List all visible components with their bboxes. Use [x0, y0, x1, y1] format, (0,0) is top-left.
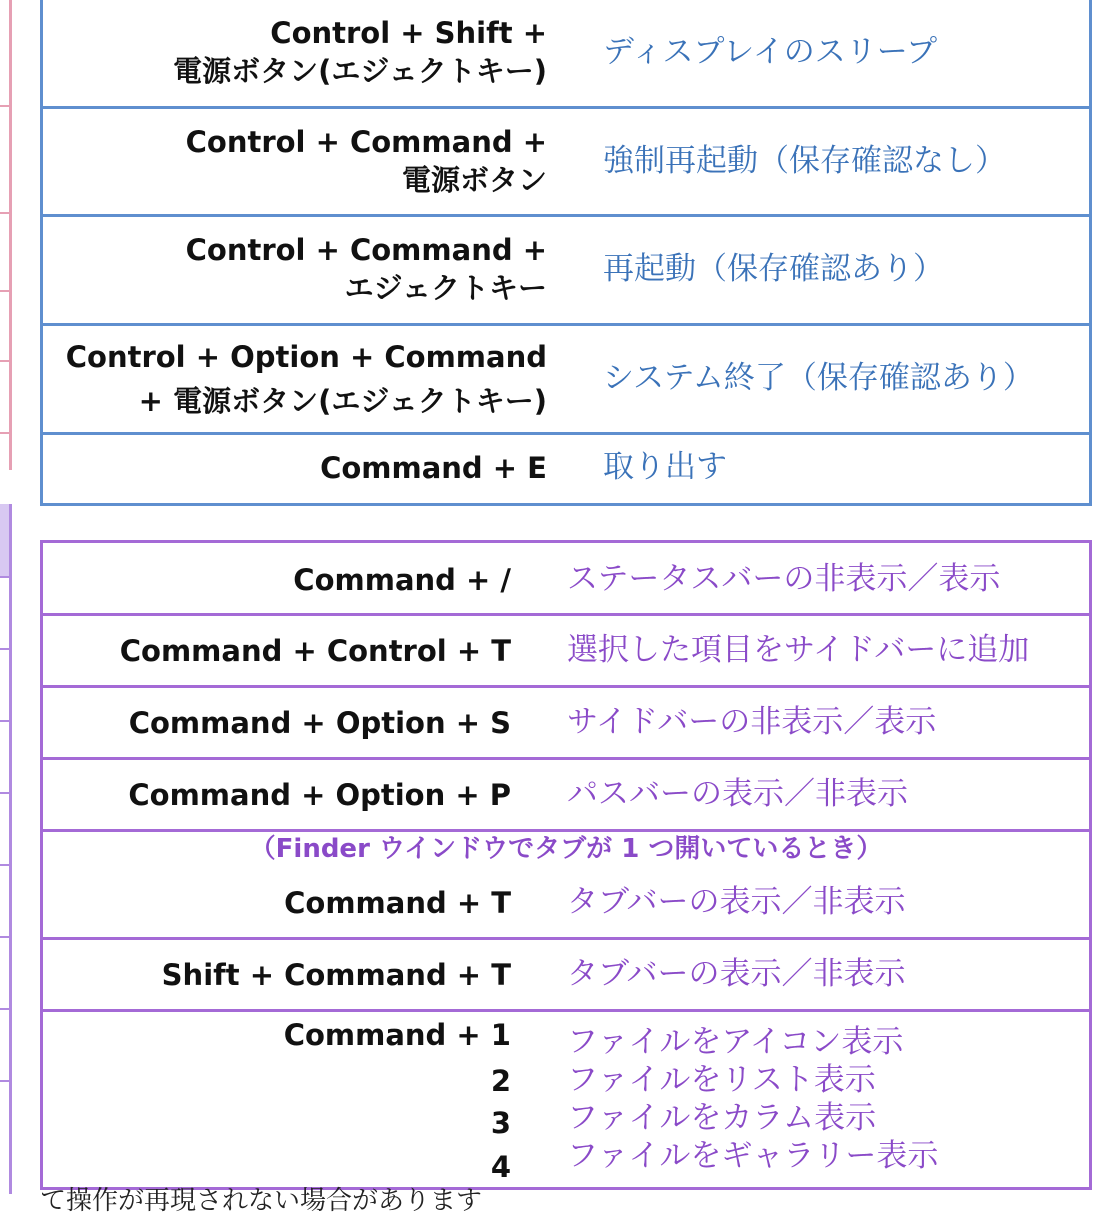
table-row — [43, 543, 1089, 616]
tab-condition-note: （Finder ウインドウでタブが 1 つ開いているとき） — [249, 834, 883, 864]
shortcut-key-number: 2 — [490, 1064, 511, 1098]
shortcut-key: Control + Option + Command + 電源ボタン(エジェクトキー) — [65, 340, 547, 418]
shortcut-key: Command + Control + T — [119, 634, 511, 668]
shortcut-description: サイドバーの非表示／表示 — [567, 704, 937, 740]
adjacent-page-edge-pink — [0, 0, 12, 470]
finder-shortcuts-table — [40, 540, 1092, 1190]
shortcut-key: Shift + Command + T — [161, 958, 511, 992]
shortcut-key: Control + Shift + 電源ボタン(エジェクトキー) — [173, 16, 547, 88]
shortcut-key: Command + Option + P — [128, 778, 511, 812]
shortcut-key: Control + Command + エジェクトキー — [185, 233, 547, 305]
shortcut-description: ファイルをリスト表示 — [567, 1062, 876, 1098]
footer-text: て操作が再現されない場合があります — [40, 1186, 483, 1216]
shortcut-key: Control + Command + 電源ボタン — [185, 125, 547, 197]
shortcut-description: ファイルをカラム表示 — [567, 1100, 877, 1136]
adjacent-page-edge-purple — [0, 504, 12, 1194]
shortcut-key: Command + / — [293, 563, 511, 597]
shortcut-description: 強制再起動（保存確認なし） — [603, 143, 1006, 179]
table-row — [43, 616, 1089, 688]
table-row — [43, 940, 1089, 1012]
table-row — [43, 326, 1089, 435]
shortcut-key-number: 4 — [490, 1150, 511, 1184]
shortcut-description: ファイルをアイコン表示 — [567, 1024, 904, 1060]
shortcut-description: ステータスバーの非表示／表示 — [567, 561, 1001, 597]
shortcut-key: Command + E — [320, 451, 547, 485]
shortcut-description: 取り出す — [603, 449, 727, 485]
shortcut-description: タブバーの表示／非表示 — [567, 884, 906, 920]
shortcut-description: パスバーの表示／非表示 — [567, 776, 908, 812]
shortcut-key: Command + 1 — [283, 1018, 511, 1052]
shortcut-description: システム終了（保存確認あり） — [603, 360, 1034, 396]
shortcut-key: Command + T — [284, 886, 511, 920]
power-shortcuts-table — [40, 0, 1092, 506]
table-row — [43, 217, 1089, 326]
shortcut-description: タブバーの表示／非表示 — [567, 956, 906, 992]
table-row — [43, 435, 1089, 503]
shortcut-description: 再起動（保存確認あり） — [603, 251, 944, 287]
table-row — [43, 760, 1089, 832]
shortcut-description: ディスプレイのスリープ — [603, 34, 938, 70]
table-row — [43, 0, 1089, 109]
shortcut-description: ファイルをギャラリー表示 — [567, 1138, 939, 1174]
view-mode-row — [43, 1012, 1089, 1190]
shortcut-key-number: 3 — [490, 1106, 511, 1140]
table-row — [43, 688, 1089, 760]
tab-shortcut-group — [43, 832, 1089, 940]
shortcut-key: Command + Option + S — [128, 706, 511, 740]
shortcut-description: 選択した項目をサイドバーに追加 — [567, 632, 1030, 668]
table-row — [43, 109, 1089, 217]
